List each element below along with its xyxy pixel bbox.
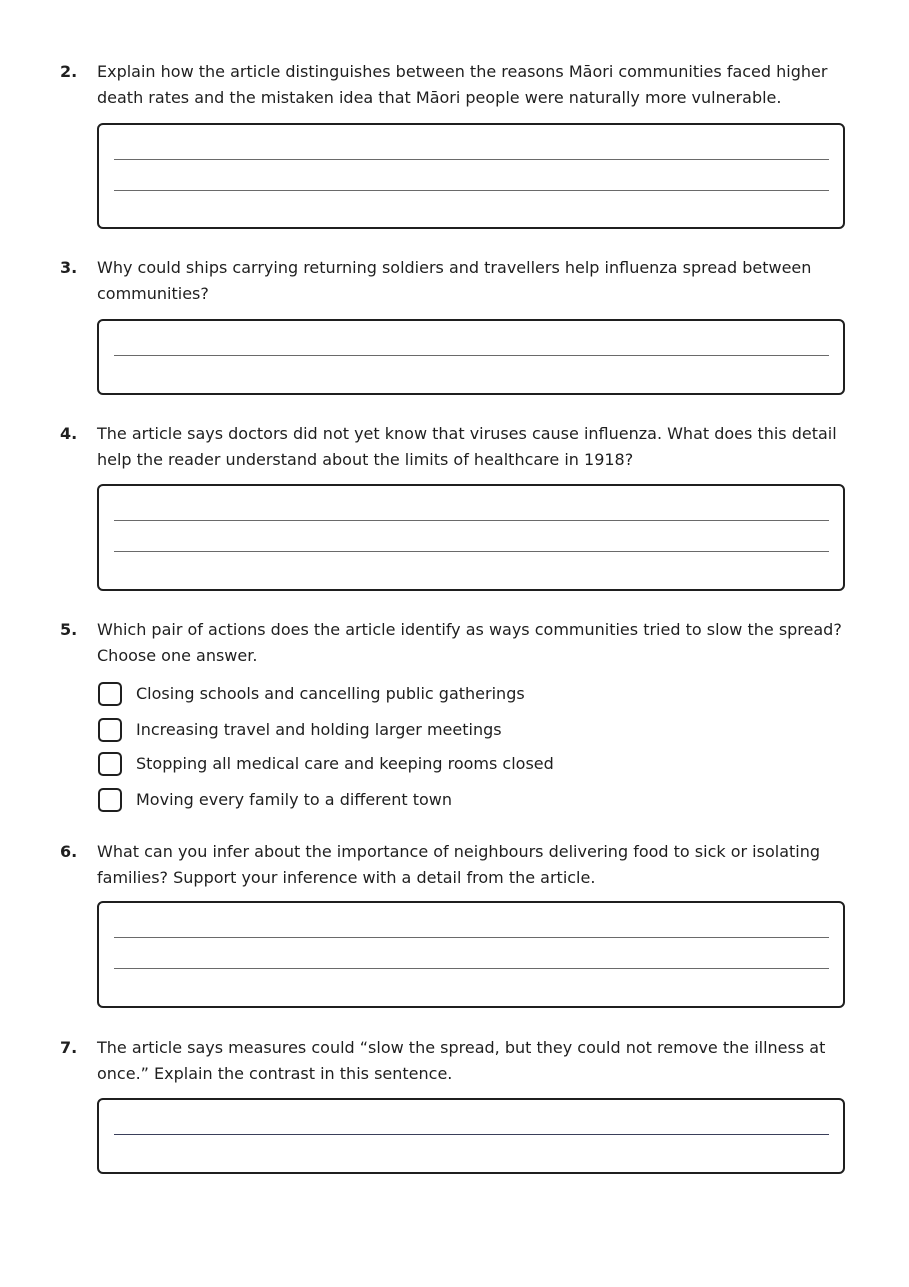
- question-text: The article says measures could “slow the spread, but they could not remove the illness at once.” Explain the contrast in this sentence.: [97, 1038, 826, 1083]
- option-label: Moving every family to a different town: [136, 790, 453, 809]
- answer-line: [114, 968, 829, 969]
- answer-line: [114, 937, 829, 938]
- answer-line: [114, 520, 829, 521]
- option-label: Increasing travel and holding larger meetings: [136, 720, 502, 739]
- question-text: What can you infer about the importance of neighbours delivering food to sick or isolating families? Support your inference with a detail from the article.: [97, 842, 821, 887]
- option-label: Closing schools and cancelling public gatherings: [136, 684, 525, 703]
- option-label: Stopping all medical care and keeping rooms closed: [136, 754, 554, 773]
- answer-line: [114, 190, 829, 191]
- checkbox[interactable]: [98, 682, 122, 706]
- answer-line: [114, 551, 829, 552]
- checkbox[interactable]: [98, 788, 122, 812]
- question-text: The article says doctors did not yet know that viruses cause influenza. What does this detail help the reader understand about the limits of healthcare in 1918?: [97, 424, 837, 469]
- answer-box[interactable]: [97, 901, 845, 1008]
- question-number: 5.: [60, 620, 78, 639]
- answer-box[interactable]: [97, 123, 845, 229]
- question-text: Explain how the article distinguishes between the reasons Māori communities faced higher death rates and the mistaken idea that Māori people were naturally more vulnerable.: [97, 62, 828, 107]
- question-number: 3.: [60, 258, 78, 277]
- question-number: 2.: [60, 62, 78, 81]
- checkbox[interactable]: [98, 718, 122, 742]
- question-text: Which pair of actions does the article identify as ways communities tried to slow the spread? Choose one answer.: [97, 620, 842, 665]
- question-text: Why could ships carrying returning soldiers and travellers help influenza spread between communities?: [97, 258, 812, 303]
- answer-box[interactable]: [97, 1098, 845, 1174]
- question-number: 6.: [60, 842, 78, 861]
- question-number: 4.: [60, 424, 78, 443]
- question-number: 7.: [60, 1038, 78, 1057]
- checkbox[interactable]: [98, 752, 122, 776]
- answer-line: [114, 1134, 829, 1135]
- answer-line: [114, 355, 829, 356]
- answer-line: [114, 159, 829, 160]
- answer-box[interactable]: [97, 319, 845, 395]
- answer-box[interactable]: [97, 484, 845, 591]
